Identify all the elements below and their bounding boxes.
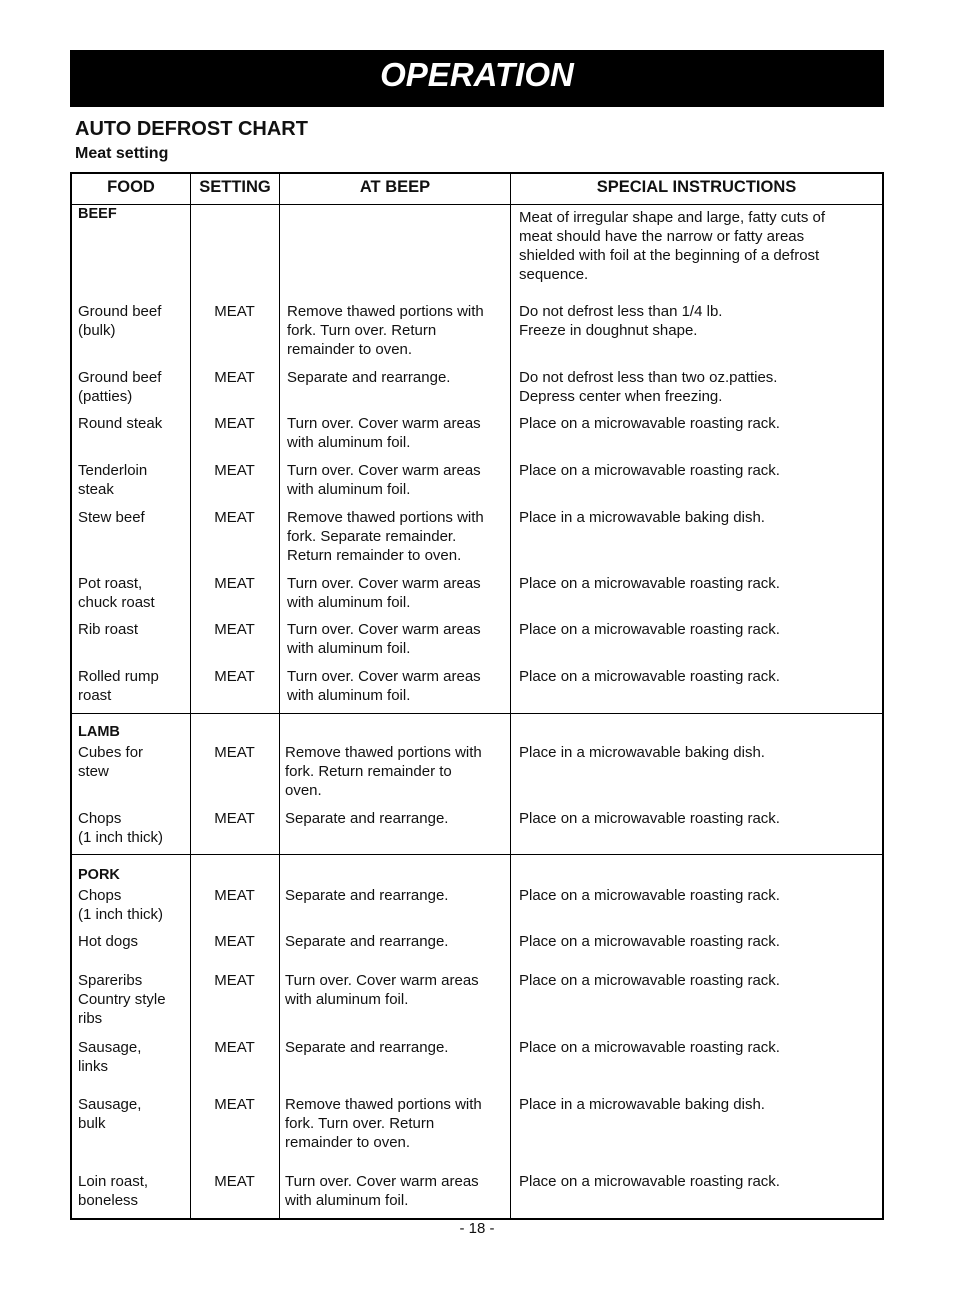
- food-name: Rolled rump roast: [78, 668, 159, 704]
- food-name: Round steak: [78, 415, 163, 432]
- setting-value: MEAT: [214, 415, 255, 432]
- special-instruction: Place on a microwavable roasting rack.: [519, 668, 780, 685]
- section-intro: Meat of irregular shape and large, fatty cuts of meat should have the narrow or fatty areas shielded with foil at the beginning of a defrost sequence.: [519, 209, 825, 283]
- setting-value: MEAT: [214, 369, 255, 386]
- setting-value: MEAT: [214, 1039, 255, 1056]
- special-instruction: Place on a microwavable roasting rack.: [519, 1173, 780, 1190]
- header-divider: [70, 204, 884, 205]
- column-header-food: FOOD: [107, 178, 155, 196]
- at-beep-instruction: Turn over. Cover warm areas with aluminum foil.: [287, 621, 481, 657]
- at-beep-instruction: Turn over. Cover warm areas with aluminum foil.: [287, 668, 481, 704]
- setting-value: MEAT: [214, 887, 255, 904]
- section-heading: BEEF: [78, 206, 117, 222]
- special-instruction: Do not defrost less than two oz.patties. Depress center when freezing.: [519, 369, 778, 405]
- setting-value: MEAT: [214, 972, 255, 989]
- food-name: Stew beef: [78, 509, 145, 526]
- setting-value: MEAT: [214, 810, 255, 827]
- chart-subtitle: Meat setting: [75, 145, 169, 162]
- at-beep-instruction: Turn over. Cover warm areas with aluminum foil.: [285, 1173, 479, 1209]
- at-beep-instruction: Turn over. Cover warm areas with aluminum foil.: [287, 415, 481, 451]
- section-divider: [70, 713, 884, 714]
- special-instruction: Place on a microwavable roasting rack.: [519, 810, 780, 827]
- column-divider: [510, 172, 511, 1219]
- at-beep-instruction: Remove thawed portions with fork. Separate remainder. Return remainder to oven.: [287, 509, 484, 564]
- food-name: Ground beef (patties): [78, 369, 162, 405]
- special-instruction: Place in a microwavable baking dish.: [519, 1096, 765, 1113]
- food-name: Loin roast, boneless: [78, 1173, 149, 1209]
- banner-title: OPERATION: [380, 56, 574, 93]
- setting-value: MEAT: [214, 1096, 255, 1113]
- special-instruction: Place in a microwavable baking dish.: [519, 744, 765, 761]
- setting-value: MEAT: [214, 933, 255, 950]
- at-beep-instruction: Turn over. Cover warm areas with aluminum foil.: [285, 972, 479, 1008]
- column-header-setting: SETTING: [199, 178, 271, 196]
- setting-value: MEAT: [214, 621, 255, 638]
- setting-value: MEAT: [214, 744, 255, 761]
- special-instruction: Place on a microwavable roasting rack.: [519, 933, 780, 950]
- special-instruction: Place in a microwavable baking dish.: [519, 509, 765, 526]
- at-beep-instruction: Separate and rearrange.: [285, 933, 449, 950]
- food-name: Rib roast: [78, 621, 139, 638]
- at-beep-instruction: Separate and rearrange.: [285, 1039, 449, 1056]
- food-name: Ground beef (bulk): [78, 303, 162, 339]
- special-instruction: Place on a microwavable roasting rack.: [519, 621, 780, 638]
- special-instruction: Place on a microwavable roasting rack.: [519, 887, 780, 904]
- special-instruction: Do not defrost less than 1/4 lb. Freeze in doughnut shape.: [519, 303, 723, 339]
- special-instruction: Place on a microwavable roasting rack.: [519, 415, 780, 432]
- at-beep-instruction: Turn over. Cover warm areas with aluminum foil.: [287, 462, 481, 498]
- at-beep-instruction: Separate and rearrange.: [287, 369, 451, 386]
- setting-value: MEAT: [214, 668, 255, 685]
- food-name: Chops (1 inch thick): [78, 810, 164, 846]
- setting-value: MEAT: [214, 1173, 255, 1190]
- food-name: Hot dogs: [78, 933, 139, 950]
- section-divider: [70, 854, 884, 855]
- at-beep-instruction: Remove thawed portions with fork. Return remainder to oven.: [285, 744, 482, 799]
- food-name: Sausage, links: [78, 1039, 142, 1075]
- special-instruction: Place on a microwavable roasting rack.: [519, 972, 780, 989]
- column-divider: [279, 172, 280, 1219]
- food-name: Cubes for stew: [78, 744, 144, 780]
- food-name: Chops (1 inch thick): [78, 887, 164, 923]
- page-number: - 18 -: [459, 1220, 495, 1237]
- setting-value: MEAT: [214, 575, 255, 592]
- food-name: Spareribs Country style ribs: [78, 972, 166, 1027]
- at-beep-instruction: Separate and rearrange.: [285, 887, 449, 904]
- special-instruction: Place on a microwavable roasting rack.: [519, 1039, 780, 1056]
- food-name: Sausage, bulk: [78, 1096, 142, 1132]
- column-header-special-instructions: SPECIAL INSTRUCTIONS: [596, 178, 797, 196]
- setting-value: MEAT: [214, 509, 255, 526]
- at-beep-instruction: Turn over. Cover warm areas with aluminum foil.: [287, 575, 481, 611]
- special-instruction: Place on a microwavable roasting rack.: [519, 575, 780, 592]
- chart-title: AUTO DEFROST CHART: [75, 118, 308, 140]
- at-beep-instruction: Remove thawed portions with fork. Turn over. Return remainder to oven.: [287, 303, 484, 358]
- section-heading: PORK: [78, 867, 120, 883]
- special-instruction: Place on a microwavable roasting rack.: [519, 462, 780, 479]
- setting-value: MEAT: [214, 303, 255, 320]
- section-banner: [70, 50, 884, 107]
- column-divider: [190, 172, 191, 1219]
- at-beep-instruction: Remove thawed portions with fork. Turn over. Return remainder to oven.: [285, 1096, 482, 1151]
- food-name: Tenderloin steak: [78, 462, 148, 498]
- food-name: Pot roast, chuck roast: [78, 575, 155, 611]
- column-header-at-beep: AT BEEP: [359, 178, 431, 196]
- setting-value: MEAT: [214, 462, 255, 479]
- section-heading: LAMB: [78, 724, 120, 740]
- at-beep-instruction: Separate and rearrange.: [285, 810, 449, 827]
